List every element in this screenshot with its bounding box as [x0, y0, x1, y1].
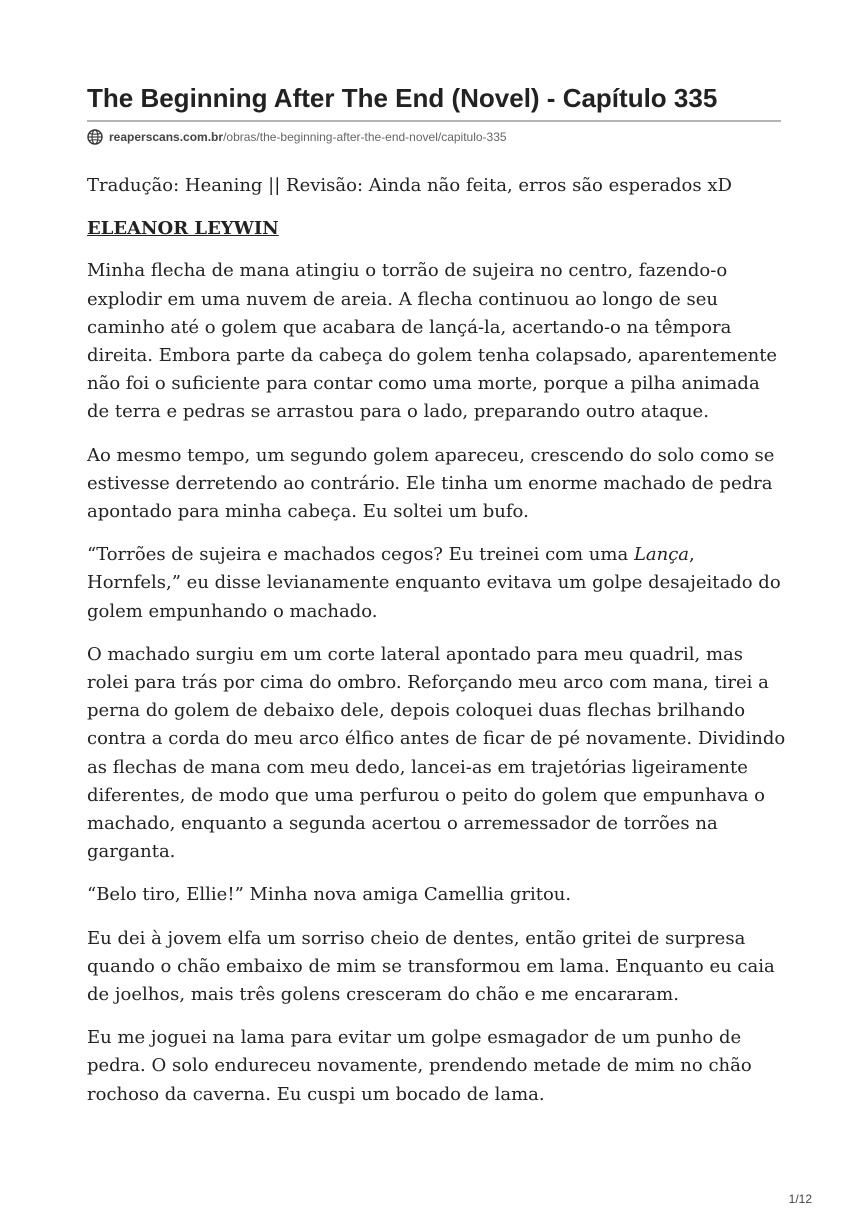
paragraph: O machado surgiu em um corte lateral apontado para meu quadril, mas rolei para trás por cima do ombro. Reforçando meu arco com mana, tirei a perna do golem de debaixo dele, depois coloquei duas flechas brilhando contra a corda do meu arco élfico antes de ficar de pé novamente. Dividindo as flechas de mana com meu dedo, lancei-as em trajetórias ligeiramente diferentes, de modo que uma perfurou o peito do golem que empunhava o machado, enquanto a segunda acertou o arremessador de torrões na garganta.: [87, 643, 786, 863]
title-divider: [87, 120, 781, 122]
source-path: /obras/the-beginning-after-the-end-novel/capitulo-335: [223, 130, 507, 144]
source-domain: reaperscans.com.br: [109, 130, 224, 144]
globe-icon: [87, 129, 103, 145]
paragraph-text: “Torrões de sujeira e machados cegos? Eu treinei com uma: [87, 544, 634, 566]
credits-line: Tradução: Heaning || Revisão: Ainda não feita, erros são esperados xD: [87, 175, 732, 196]
section-heading: ELEANOR LEYWIN: [87, 218, 279, 240]
paragraph: Eu me joguei na lama para evitar um golpe esmagador de um punho de pedra. O solo endureceu novamente, prendendo metade de mim no chão rochoso da caverna. Eu cuspi um bocado de lama.: [87, 1027, 752, 1105]
paragraph: “Belo tiro, Ellie!” Minha nova amiga Camellia gritou.: [87, 884, 572, 906]
paragraph: Ao mesmo tempo, um segundo golem apareceu, crescendo do solo como se estivesse derretendo ao contrário. Ele tinha um enorme machado de pedra apontado para minha cabeça. Eu soltei um bufo.: [87, 444, 775, 523]
page-number: 1/12: [788, 1192, 812, 1206]
page-title: The Beginning After The End (Novel) - Capítulo 335: [87, 83, 718, 113]
paragraph: Eu dei à jovem elfa um sorriso cheio de dentes, então gritei de surpresa quando o chão embaixo de mim se transformou em lama. Enquanto eu caia de joelhos, mais três golens cresceram do chão e me encararam.: [87, 927, 775, 1006]
paragraph: Minha flecha de mana atingiu o torrão de sujeira no centro, fazendo-o explodir em uma nuvem de areia. A flecha continuou ao longo de seu caminho até o golem que acabara de lançá-la, acertando-o na têmpora direita. Embora parte da cabeça do golem tenha colapsado, aparentemente não foi o suficiente para contar como uma morte, porque a pilha animada de terra e pedras se arrastou para o lado, preparando outro ataque.: [87, 260, 778, 423]
paragraph: [87, 541, 787, 626]
emphasis-text: Lança: [633, 544, 690, 566]
source-url[interactable]: [87, 128, 507, 146]
article-body: [87, 172, 787, 1124]
paragraph-text: , Hornfels,” eu disse levianamente enquanto evitava um golpe desajeitado do golem empunhando o machado.: [87, 544, 781, 622]
